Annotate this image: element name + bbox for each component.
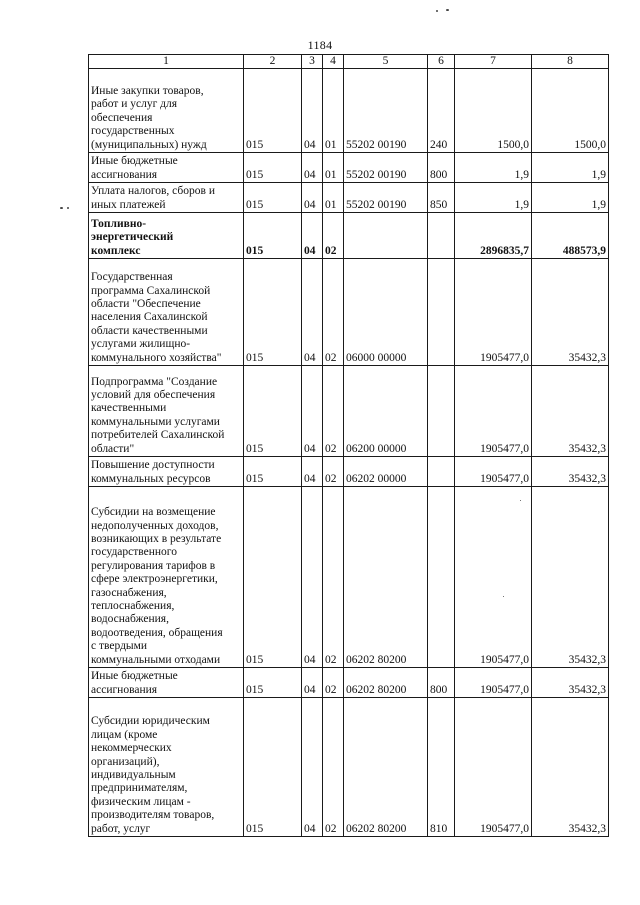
table-row bbox=[89, 183, 609, 213]
row-amount-year1-cell: 1905477,0 bbox=[455, 487, 532, 668]
row-amount-year2-cell: 35432,3 bbox=[532, 457, 609, 487]
header-row bbox=[89, 55, 609, 69]
row-section-cell: 04 bbox=[302, 153, 323, 183]
row-name-cell: Топливно- энергетический комплекс bbox=[89, 213, 244, 259]
row-section-cell: 04 bbox=[302, 366, 323, 457]
row-section-cell: 04 bbox=[302, 259, 323, 366]
row-name-cell: Подпрограмма "Создание условий для обеспечения качественными коммунальными услугами потребителей Сахалинской области" bbox=[89, 366, 244, 457]
row-grbs-cell: 015 bbox=[244, 487, 302, 668]
row-expense-type-cell: 810 bbox=[428, 698, 455, 837]
row-subsection-cell: 02 bbox=[323, 213, 344, 259]
row-grbs-cell: 015 bbox=[244, 259, 302, 366]
row-name-cell: Иные закупки товаров, работ и услуг для обеспечения государственных (муниципальных) нужд bbox=[89, 69, 244, 153]
row-amount-year1-cell: 1905477,0 bbox=[455, 668, 532, 698]
row-expense-type-cell: 800 bbox=[428, 668, 455, 698]
row-grbs-cell: 015 bbox=[244, 698, 302, 837]
column-header-5: 5 bbox=[344, 55, 428, 69]
row-name-cell: Иные бюджетные ассигнования bbox=[89, 153, 244, 183]
row-section-cell: 04 bbox=[302, 698, 323, 837]
row-amount-year2-cell: 35432,3 bbox=[532, 366, 609, 457]
row-section-cell: 04 bbox=[302, 183, 323, 213]
row-expense-type-cell bbox=[428, 366, 455, 457]
row-amount-year1-cell: 1905477,0 bbox=[455, 259, 532, 366]
row-name-cell: Государственная программа Сахалинской области "Обеспечение населения Сахалинской области качественными услугами жилищно- коммунального хозяйства" bbox=[89, 259, 244, 366]
table-row bbox=[89, 213, 609, 259]
row-target-article-cell: 55202 00190 bbox=[344, 183, 428, 213]
row-target-article-cell: 55202 00190 bbox=[344, 69, 428, 153]
row-subsection-cell: 02 bbox=[323, 487, 344, 668]
row-section-cell: 04 bbox=[302, 457, 323, 487]
row-section-cell: 04 bbox=[302, 69, 323, 153]
row-amount-year1-cell: 1905477,0 bbox=[455, 457, 532, 487]
row-subsection-cell: 01 bbox=[323, 153, 344, 183]
table-row bbox=[89, 153, 609, 183]
column-header-8: 8 bbox=[532, 55, 609, 69]
table-row bbox=[89, 698, 609, 837]
row-name-cell: Иные бюджетные ассигнования bbox=[89, 668, 244, 698]
row-amount-year2-cell: 1500,0 bbox=[532, 69, 609, 153]
row-target-article-cell: 55202 00190 bbox=[344, 153, 428, 183]
column-header-4: 4 bbox=[323, 55, 344, 69]
row-amount-year2-cell: 35432,3 bbox=[532, 698, 609, 837]
row-expense-type-cell bbox=[428, 213, 455, 259]
page-number: 1184 bbox=[307, 38, 333, 52]
row-expense-type-cell bbox=[428, 457, 455, 487]
table-row bbox=[89, 668, 609, 698]
row-grbs-cell: 015 bbox=[244, 668, 302, 698]
row-target-article-cell: 06202 80200 bbox=[344, 487, 428, 668]
column-header-2: 2 bbox=[244, 55, 302, 69]
row-subsection-cell: 02 bbox=[323, 259, 344, 366]
row-amount-year2-cell: 1,9 bbox=[532, 153, 609, 183]
row-expense-type-cell bbox=[428, 259, 455, 366]
row-section-cell: 04 bbox=[302, 487, 323, 668]
scan-speck bbox=[503, 596, 504, 597]
table-row bbox=[89, 69, 609, 153]
column-header-1: 1 bbox=[89, 55, 244, 69]
row-amount-year1-cell: 1,9 bbox=[455, 153, 532, 183]
row-amount-year1-cell: 2896835,7 bbox=[455, 213, 532, 259]
row-amount-year1-cell: 1,9 bbox=[455, 183, 532, 213]
row-name-cell: Субсидии на возмещение недополученных доходов, возникающих в результате государственного регулирования тарифов в сфере электроэнергетики, газоснабжения, теплоснабжения, водоснабжения, водоотведения, обращения с твердыми коммунальными отходами bbox=[89, 487, 244, 668]
row-target-article-cell: 06202 00000 bbox=[344, 457, 428, 487]
row-subsection-cell: 02 bbox=[323, 457, 344, 487]
row-name-cell: Субсидии юридическим лицам (кроме некоммерческих организаций), индивидуальным предпринимателям, физическим лицам - производителям товаров, работ, услуг bbox=[89, 698, 244, 837]
row-amount-year2-cell: 35432,3 bbox=[532, 487, 609, 668]
row-expense-type-cell: 800 bbox=[428, 153, 455, 183]
row-grbs-cell: 015 bbox=[244, 183, 302, 213]
row-amount-year1-cell: 1905477,0 bbox=[455, 366, 532, 457]
table-row bbox=[89, 487, 609, 668]
row-grbs-cell: 015 bbox=[244, 213, 302, 259]
column-header-7: 7 bbox=[455, 55, 532, 69]
row-grbs-cell: 015 bbox=[244, 69, 302, 153]
row-name-cell: Уплата налогов, сборов и иных платежей bbox=[89, 183, 244, 213]
budget-table bbox=[88, 54, 609, 837]
row-amount-year2-cell: 35432,3 bbox=[532, 259, 609, 366]
row-target-article-cell: 06200 00000 bbox=[344, 366, 428, 457]
row-amount-year1-cell: 1905477,0 bbox=[455, 698, 532, 837]
row-name-cell: Повышение доступности коммунальных ресурсов bbox=[89, 457, 244, 487]
table-row bbox=[89, 259, 609, 366]
column-header-6: 6 bbox=[428, 55, 455, 69]
row-target-article-cell: 06202 80200 bbox=[344, 668, 428, 698]
scan-speck bbox=[436, 10, 438, 12]
row-subsection-cell: 02 bbox=[323, 668, 344, 698]
row-subsection-cell: 02 bbox=[323, 698, 344, 837]
scan-speck bbox=[60, 207, 63, 209]
row-subsection-cell: 01 bbox=[323, 69, 344, 153]
row-amount-year2-cell: 35432,3 bbox=[532, 668, 609, 698]
row-section-cell: 04 bbox=[302, 213, 323, 259]
row-amount-year1-cell: 1500,0 bbox=[455, 69, 532, 153]
row-grbs-cell: 015 bbox=[244, 153, 302, 183]
table-row bbox=[89, 457, 609, 487]
scan-speck bbox=[520, 500, 521, 501]
table-body bbox=[89, 69, 609, 837]
row-target-article-cell: 06000 00000 bbox=[344, 259, 428, 366]
row-grbs-cell: 015 bbox=[244, 366, 302, 457]
row-target-article-cell bbox=[344, 213, 428, 259]
row-amount-year2-cell: 488573,9 bbox=[532, 213, 609, 259]
table-row bbox=[89, 366, 609, 457]
scan-speck bbox=[446, 9, 449, 11]
row-expense-type-cell: 850 bbox=[428, 183, 455, 213]
row-section-cell: 04 bbox=[302, 668, 323, 698]
row-expense-type-cell: 240 bbox=[428, 69, 455, 153]
row-expense-type-cell bbox=[428, 487, 455, 668]
row-subsection-cell: 01 bbox=[323, 183, 344, 213]
row-subsection-cell: 02 bbox=[323, 366, 344, 457]
column-header-3: 3 bbox=[302, 55, 323, 69]
row-amount-year2-cell: 1,9 bbox=[532, 183, 609, 213]
row-grbs-cell: 015 bbox=[244, 457, 302, 487]
row-target-article-cell: 06202 80200 bbox=[344, 698, 428, 837]
scan-speck bbox=[67, 207, 69, 209]
